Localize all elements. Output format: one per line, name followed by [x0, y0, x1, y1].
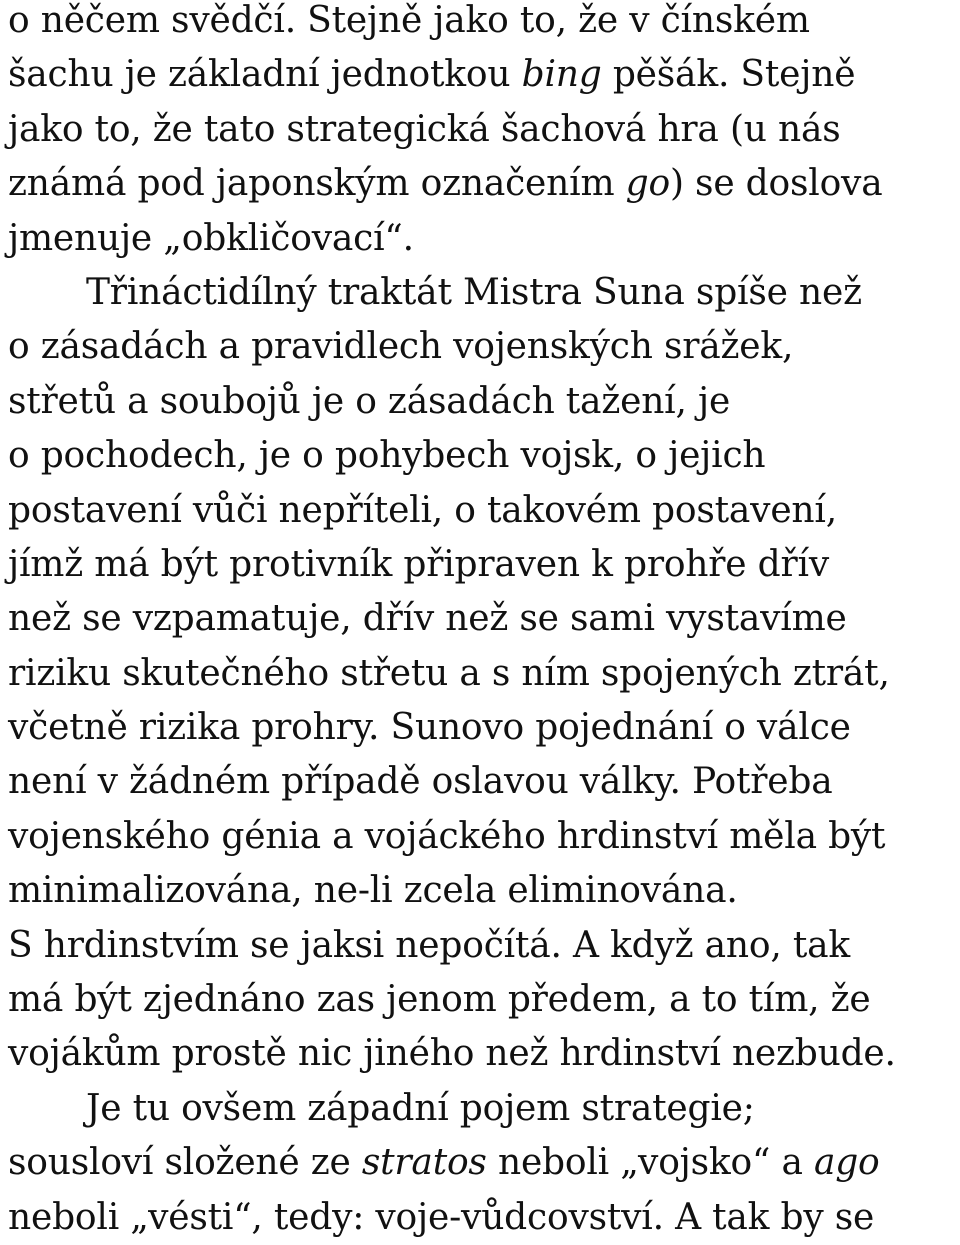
text-line [8, 973, 960, 1027]
text-run: známá pod japonským označením [8, 163, 626, 205]
text-line [8, 212, 960, 266]
text-run: než se vzpamatuje, dřív než se sami vystavíme [8, 598, 847, 640]
text-run: minimalizována, ne-li zcela eliminována. [8, 870, 738, 912]
text-line [8, 0, 960, 48]
text-line [8, 755, 960, 809]
text-run: střetů a soubojů je o zásadách tažení, je [8, 380, 731, 422]
text-line [8, 592, 960, 646]
text-line [8, 375, 960, 429]
italic-term: go [625, 163, 670, 205]
text-line [8, 864, 960, 918]
text-line [8, 157, 960, 211]
text-run: Je tu ovšem západní pojem strategie; [86, 1087, 755, 1129]
text-line [8, 647, 960, 701]
text-line [8, 103, 960, 157]
text-run: jmenuje „obkličovací“. [8, 217, 414, 259]
text-line [8, 484, 960, 538]
text-run: jako to, že tato strategická šachová hra (u nás [8, 108, 841, 150]
text-line [8, 1136, 960, 1190]
text-run: o pochodech, je o pohybech vojsk, o jejich [8, 435, 766, 477]
text-line [8, 701, 960, 755]
text-run: o zásadách a pravidlech vojenských srážek, [8, 326, 794, 368]
text-run: vojákům prostě nic jiného než hrdinství nezbude. [8, 1033, 896, 1075]
text-run: neboli „vésti“, tedy: voje-vůdcovství. A tak by se [8, 1196, 875, 1238]
text-line [8, 919, 960, 973]
italic-term: stratos [361, 1142, 487, 1184]
text-run: riziku skutečného střetu a s ním spojených ztrát, [8, 652, 890, 694]
text-line [8, 810, 960, 864]
italic-term: bing [521, 54, 602, 96]
text-run: jímž má být protivník připraven k prohře dřív [8, 543, 829, 585]
text-run: ) se doslova [669, 163, 883, 205]
text-run: má být zjednáno zas jenom předem, a to tím, že [8, 979, 871, 1021]
text-line [8, 1191, 960, 1245]
text-run: včetně rizika prohry. Sunovo pojednání o válce [8, 707, 851, 749]
text-run: pěšák. Stejně [601, 54, 856, 96]
text-run: sousloví složené ze [8, 1142, 362, 1184]
text-line [8, 1027, 960, 1081]
text-run: postavení vůči nepříteli, o takovém postavení, [8, 489, 837, 531]
text-run: o něčem svědčí. Stejně jako to, že v čínském [8, 0, 810, 41]
text-run: S hrdinstvím se jaksi nepočítá. A když ano, tak [8, 924, 851, 966]
text-line [8, 48, 960, 102]
text-line [8, 1082, 960, 1136]
italic-term: ago [813, 1142, 880, 1184]
text-line [8, 266, 960, 320]
text-line [8, 429, 960, 483]
text-run: Třináctidílný traktát Mistra Suna spíše než [86, 271, 862, 313]
text-line [8, 538, 960, 592]
text-run: není v žádném případě oslavou války. Potřeba [8, 761, 833, 803]
text-run: vojenského génia a vojáckého hrdinství měla být [8, 815, 886, 857]
text-run: šachu je základní jednotkou [8, 54, 522, 96]
text-run: neboli „vojsko“ a [486, 1142, 814, 1184]
text-line [8, 320, 960, 374]
